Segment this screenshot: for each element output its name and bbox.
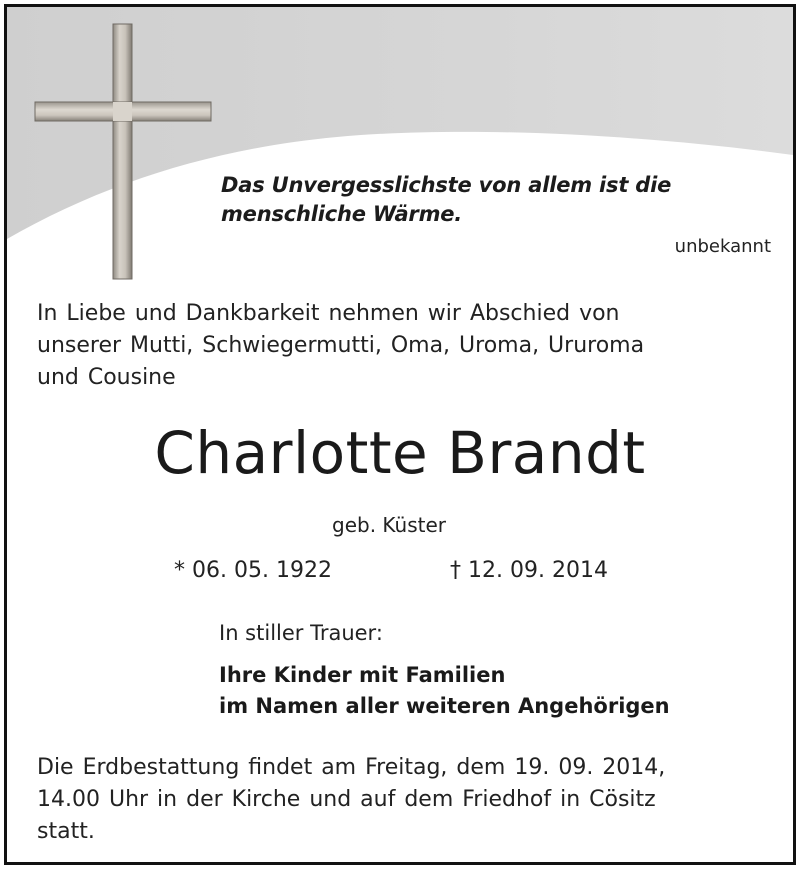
motto-line-1: Das Unvergesslichste von allem ist die (221, 173, 672, 197)
intro-text (37, 298, 769, 394)
motto-quote (221, 171, 781, 229)
cross-icon (7, 7, 793, 307)
death-date: † 12. 09. 2014 (450, 558, 608, 583)
deceased-name: Charlotte Brandt (154, 419, 646, 487)
intro-line-3: und Cousine (37, 365, 176, 390)
burial-line-3: statt. (37, 819, 95, 844)
mourners-line-2: im Namen aller weiteren Angehörigen (219, 694, 670, 718)
burial-line-1: Die Erdbestattung findet am Freitag, dem 19. 09. 2014, (37, 755, 666, 780)
obituary-notice (4, 4, 796, 865)
intro-line-2: unserer Mutti, Schwiegermutti, Oma, Uroma, Ururoma (37, 333, 645, 358)
burial-line-2: 14.00 Uhr in der Kirche und auf dem Friedhof in Cösitz (37, 787, 656, 812)
motto-author: unbekannt (674, 236, 771, 257)
mourners-line-1: Ihre Kinder mit Familien (219, 663, 506, 687)
intro-line-1: In Liebe und Dankbarkeit nehmen wir Abschied von (37, 301, 620, 326)
birth-date: * 06. 05. 1922 (174, 558, 332, 583)
mourning-intro: In stiller Trauer: (219, 621, 383, 645)
motto-line-2: menschliche Wärme. (221, 202, 463, 226)
mourners-list (219, 660, 670, 722)
burial-info (37, 752, 769, 848)
maiden-name: geb. Küster (332, 513, 446, 537)
